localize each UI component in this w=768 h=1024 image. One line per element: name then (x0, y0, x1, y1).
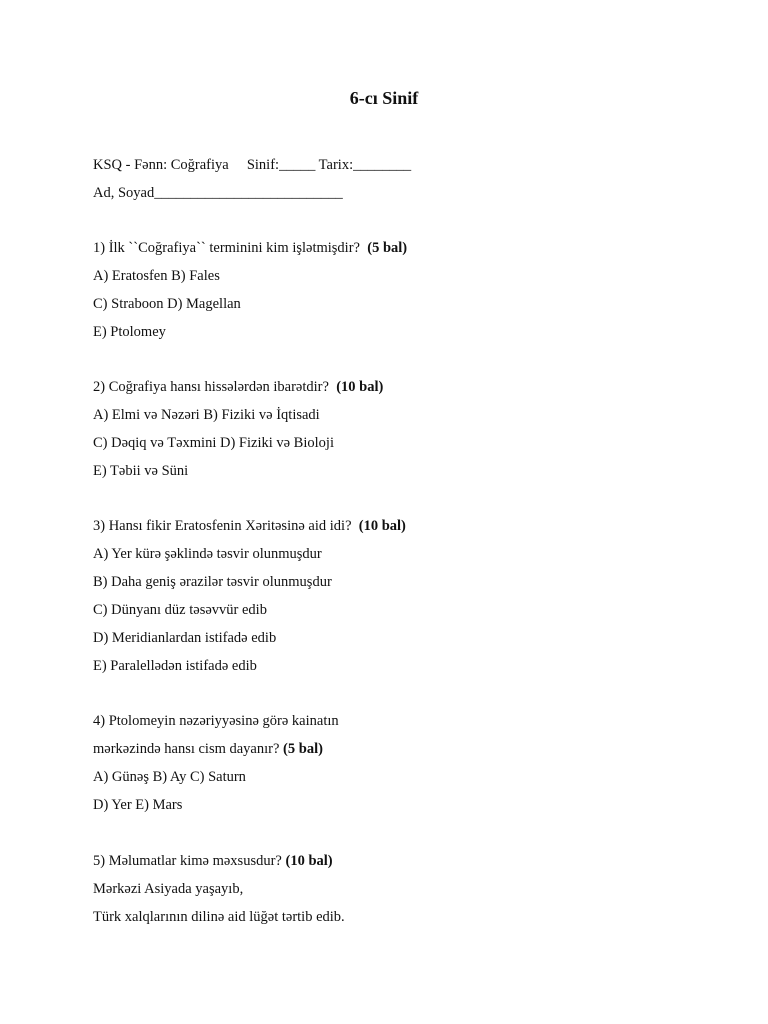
question-5-clue: Mərkəzi Asiyada yaşayıb, (93, 881, 244, 897)
question-1-option: A) Eratosfen B) Fales (93, 268, 220, 284)
question-1-option: E) Ptolomey (93, 324, 166, 340)
page-title: 6-cı Sinif (349, 88, 419, 108)
question-2-option: C) Dəqiq və Təxmini D) Fiziki və Bioloji (93, 435, 334, 451)
question-5-clue: Türk xalqlarının dilinə aid lüğət tərtib edib. (93, 909, 345, 925)
question-3-points: (10 bal) (358, 518, 406, 534)
question-2-option: A) Elmi və Nəzəri B) Fiziki və İqtisadi (93, 407, 320, 423)
question-4-text: mərkəzində hansı cism dayanır? (93, 741, 284, 757)
question-3-text: 3) Hansı fikir Eratosfenin Xəritəsinə aid idi? (93, 518, 359, 534)
question-5-points: (10 bal) (285, 853, 333, 869)
question-2-points: (10 bal) (336, 379, 384, 395)
name-line: Ad, Soyad__________________________ (93, 185, 343, 201)
question-1-prompt (93, 239, 407, 257)
question-4-points: (5 bal) (283, 741, 323, 757)
subject-line: KSQ - Fənn: Coğrafiya Sinif:_____ Tarix:________ (93, 157, 412, 173)
question-3-option: C) Dünyanı düz təsəvvür edib (93, 602, 267, 618)
question-5-text: 5) Məlumatlar kimə məxsusdur? (93, 853, 286, 869)
question-4-option: D) Yer E) Mars (93, 797, 183, 813)
question-4-prompt (93, 740, 323, 758)
question-2-prompt (93, 378, 383, 396)
question-2-option: E) Təbii və Süni (93, 463, 189, 479)
question-4-option: A) Günəş B) Ay C) Saturn (93, 769, 246, 785)
question-3-prompt (93, 517, 406, 535)
question-5-prompt (93, 852, 333, 870)
question-3-option: B) Daha geniş ərazilər təsvir olunmuşdur (93, 574, 332, 590)
question-1-points: (5 bal) (367, 240, 408, 256)
question-3-option: D) Meridianlardan istifadə edib (93, 630, 277, 646)
question-4-prompt-line1: 4) Ptolomeyin nəzəriyyəsinə görə kainatın (93, 713, 339, 729)
question-3-option: E) Paralellədən istifadə edib (93, 658, 257, 674)
question-1-option: C) Straboon D) Magellan (93, 296, 241, 312)
question-1-text: 1) İlk ``Coğrafiya`` terminini kim işlətmişdir? (93, 240, 368, 256)
question-3-option: A) Yer kürə şəklində təsvir olunmuşdur (93, 546, 322, 562)
question-2-text: 2) Coğrafiya hansı hissələrdən ibarətdir? (93, 379, 337, 395)
